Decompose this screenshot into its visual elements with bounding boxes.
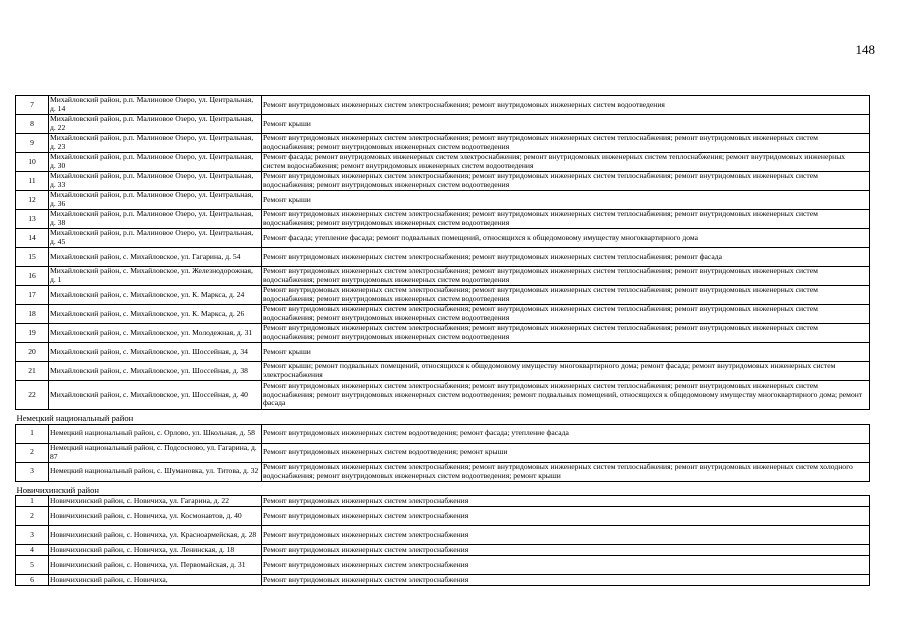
table-row [16,496,870,507]
row-address: Михайловский район, с. Михайловское, ул. Шоссейная, д. 38 [49,362,262,381]
row-works: Ремонт внутридомовых инженерных систем водоотведения; ремонт крыши [262,443,870,462]
row-number: 7 [16,96,49,115]
row-number: 15 [16,248,49,267]
row-works: Ремонт внутридомовых инженерных систем электроснабжения; ремонт внутридомовых инженерных систем теплоснабжения; ремонт фасада [262,248,870,267]
table-row [16,462,870,481]
row-address: Михайловский район, р.п. Малиновое Озеро, ул. Центральная, д. 38 [49,210,262,229]
row-address: Новичихинский район, с. Новичиха, ул. Первомайская, д. 31 [49,556,262,575]
row-number: 6 [16,575,49,586]
row-works: Ремонт фасада; ремонт внутридомовых инженерных систем электроснабжения; ремонт внутридомовых инженерных систем теплоснабжения; ремонт внутридомовых инженерных систем водоснабжения; ремонт внутридомовых инженерных систем водоотведения [262,153,870,172]
section-header [16,410,870,425]
row-works: Ремонт крыши [262,115,870,134]
row-works: Ремонт внутридомовых инженерных систем электроснабжения; ремонт внутридомовых инженерных систем теплоснабжения; ремонт внутридомовых инженерных систем водоснабжения; ремонт внутридомовых инженерных систем водоотведения [262,267,870,286]
row-address: Михайловский район, с. Михайловское, ул. Гагарина, д. 54 [49,248,262,267]
table-row [16,305,870,324]
row-address: Михайловский район, р.п. Малиновое Озеро, ул. Центральная, д. 36 [49,191,262,210]
row-number: 1 [16,424,49,443]
row-address: Новичихинский район, с. Новичиха, ул. Красноармейская, д. 28 [49,526,262,545]
row-address: Новичихинский район, с. Новичиха, [49,575,262,586]
table-row [16,381,870,410]
row-works: Ремонт внутридомовых инженерных систем электроснабжения; ремонт внутридомовых инженерных систем теплоснабжения; ремонт внутридомовых инженерных систем водоснабжения; ремонт внутридомовых инженерных систем водоотведения [262,286,870,305]
row-works: Ремонт внутридомовых инженерных систем электроснабжения; ремонт внутридомовых инженерных систем теплоснабжения; ремонт внутридомовых инженерных систем холодного водоснабжения; ремонт внутридомовых инженерных систем водоотведения; ремонт крыши [262,462,870,481]
row-address: Новичихинский район, с. Новичиха, ул. Космонавтов, д. 40 [49,507,262,526]
row-works: Ремонт внутридомовых инженерных систем электроснабжения [262,526,870,545]
row-works: Ремонт внутридомовых инженерных систем электроснабжения [262,556,870,575]
row-address: Михайловский район, с. Михайловское, ул. К. Маркса, д. 24 [49,286,262,305]
row-address: Михайловский район, р.п. Малиновое Озеро, ул. Центральная, д. 45 [49,229,262,248]
table-row [16,575,870,586]
row-number: 4 [16,545,49,556]
row-number: 20 [16,343,49,362]
section-header [16,481,870,496]
table-row [16,210,870,229]
row-works: Ремонт внутридомовых инженерных систем электроснабжения; ремонт внутридомовых инженерных систем теплоснабжения; ремонт внутридомовых инженерных систем водоснабжения; ремонт внутридомовых инженерных систем водоотведения [262,324,870,343]
table-row [16,248,870,267]
row-works: Ремонт крыши; ремонт подвальных помещений, относящихся к общедомовому имуществу многоквартирного дома; ремонт фасада; ремонт внутридомовых инженерных систем электроснабжения [262,362,870,381]
row-works: Ремонт внутридомовых инженерных систем электроснабжения; ремонт внутридомовых инженерных систем теплоснабжения; ремонт внутридомовых инженерных систем водоснабжения; ремонт внутридомовых инженерных систем водоотведения [262,134,870,153]
row-address: Михайловский район, с. Михайловское, ул. К. Маркса, д. 26 [49,305,262,324]
table-row [16,286,870,305]
row-number: 9 [16,134,49,153]
section-title: Немецкий национальный район [16,413,134,423]
row-address: Немецкий национальный район, с. Подсосново, ул. Гагарина, д. 87 [49,443,262,462]
table-row [16,362,870,381]
row-works: Ремонт внутридомовых инженерных систем электроснабжения; ремонт внутридомовых инженерных систем теплоснабжения; ремонт внутридомовых инженерных систем водоснабжения; ремонт внутридомовых инженерных систем водоотведения [262,305,870,324]
row-number: 19 [16,324,49,343]
row-works: Ремонт внутридомовых инженерных систем электроснабжения; ремонт внутридомовых инженерных систем водоотведения [262,96,870,115]
row-address: Немецкий национальный район, с. Орлово, ул. Школьная, д. 58 [49,424,262,443]
table-row [16,96,870,115]
row-number: 10 [16,153,49,172]
table-row [16,324,870,343]
row-number: 5 [16,556,49,575]
row-address: Михайловский район, р.п. Малиновое Озеро, ул. Центральная, д. 33 [49,172,262,191]
table-row [16,526,870,545]
table-row [16,507,870,526]
table-row [16,134,870,153]
row-works: Ремонт внутридомовых инженерных систем электроснабжения [262,545,870,556]
row-address: Немецкий национальный район, с. Шумановка, ул. Титова, д. 32 [49,462,262,481]
row-works: Ремонт фасада; утепление фасада; ремонт подвальных помещений, относящихся к общедомовому имуществу многоквартирного дома [262,229,870,248]
row-address: Михайловский район, с. Михайловское, ул. Железнодорожная, д. 1 [49,267,262,286]
row-number: 16 [16,267,49,286]
row-works: Ремонт внутридомовых инженерных систем электроснабжения [262,496,870,507]
table-row [16,115,870,134]
row-address: Михайловский район, р.п. Малиновое Озеро, ул. Центральная, д. 23 [49,134,262,153]
row-number: 17 [16,286,49,305]
row-address: Михайловский район, р.п. Малиновое Озеро, ул. Центральная, д. 14 [49,96,262,115]
row-address: Михайловский район, с. Михайловское, ул. Шоссейная, д. 34 [49,343,262,362]
table-row [16,172,870,191]
table-row [16,267,870,286]
repair-table-body [16,96,870,586]
row-number: 22 [16,381,49,410]
row-works: Ремонт внутридомовых инженерных систем электроснабжения; ремонт внутридомовых инженерных систем теплоснабжения; ремонт внутридомовых инженерных систем водоснабжения; ремонт внутридомовых инженерных систем водоотведения [262,172,870,191]
row-address: Михайловский район, с. Михайловское, ул. Молодежная, д. 31 [49,324,262,343]
table-row [16,343,870,362]
row-number: 14 [16,229,49,248]
table-row [16,545,870,556]
table-row [16,443,870,462]
row-number: 13 [16,210,49,229]
row-number: 2 [16,443,49,462]
table-row [16,229,870,248]
row-number: 12 [16,191,49,210]
row-number: 2 [16,507,49,526]
row-address: Михайловский район, р.п. Малиновое Озеро, ул. Центральная, д. 22 [49,115,262,134]
row-works: Ремонт крыши [262,343,870,362]
table-row [16,153,870,172]
row-number: 18 [16,305,49,324]
row-address: Новичихинский район, с. Новичиха, ул. Ленинская, д. 18 [49,545,262,556]
row-address: Новичихинский район, с. Новичиха, ул. Гагарина, д. 22 [49,496,262,507]
page-number: 148 [855,42,875,57]
row-number: 21 [16,362,49,381]
row-works: Ремонт внутридомовых инженерных систем водоотведения; ремонт фасада; утепление фасада [262,424,870,443]
row-works: Ремонт внутридомовых инженерных систем электроснабжения; ремонт внутридомовых инженерных систем теплоснабжения; ремонт внутридомовых инженерных систем водоснабжения; ремонт внутридомовых инженерных систем водоотведения [262,210,870,229]
table-row [16,556,870,575]
table-row [16,424,870,443]
table-row [16,191,870,210]
row-number: 3 [16,462,49,481]
row-number: 3 [16,526,49,545]
section-title: Новичихинский район [16,484,100,495]
row-address: Михайловский район, с. Михайловское, ул. Шоссейная, д. 40 [49,381,262,410]
row-works: Ремонт крыши [262,191,870,210]
row-works: Ремонт внутридомовых инженерных систем электроснабжения [262,507,870,526]
repair-table [15,95,870,586]
row-number: 1 [16,496,49,507]
row-address: Михайловский район, р.п. Малиновое Озеро, ул. Центральная, д. 30 [49,153,262,172]
row-works: Ремонт внутридомовых инженерных систем электроснабжения; ремонт внутридомовых инженерных систем теплоснабжения; ремонт внутридомовых инженерных систем водоснабжения; ремонт внутридомовых инженерных систем водоотведения; ремонт подвальных помещений, относящихся к общедомовому имуществу многоквартирного дома; ремонт фасада [262,381,870,410]
row-number: 8 [16,115,49,134]
row-works: Ремонт внутридомовых инженерных систем электроснабжения [262,575,870,586]
row-number: 11 [16,172,49,191]
